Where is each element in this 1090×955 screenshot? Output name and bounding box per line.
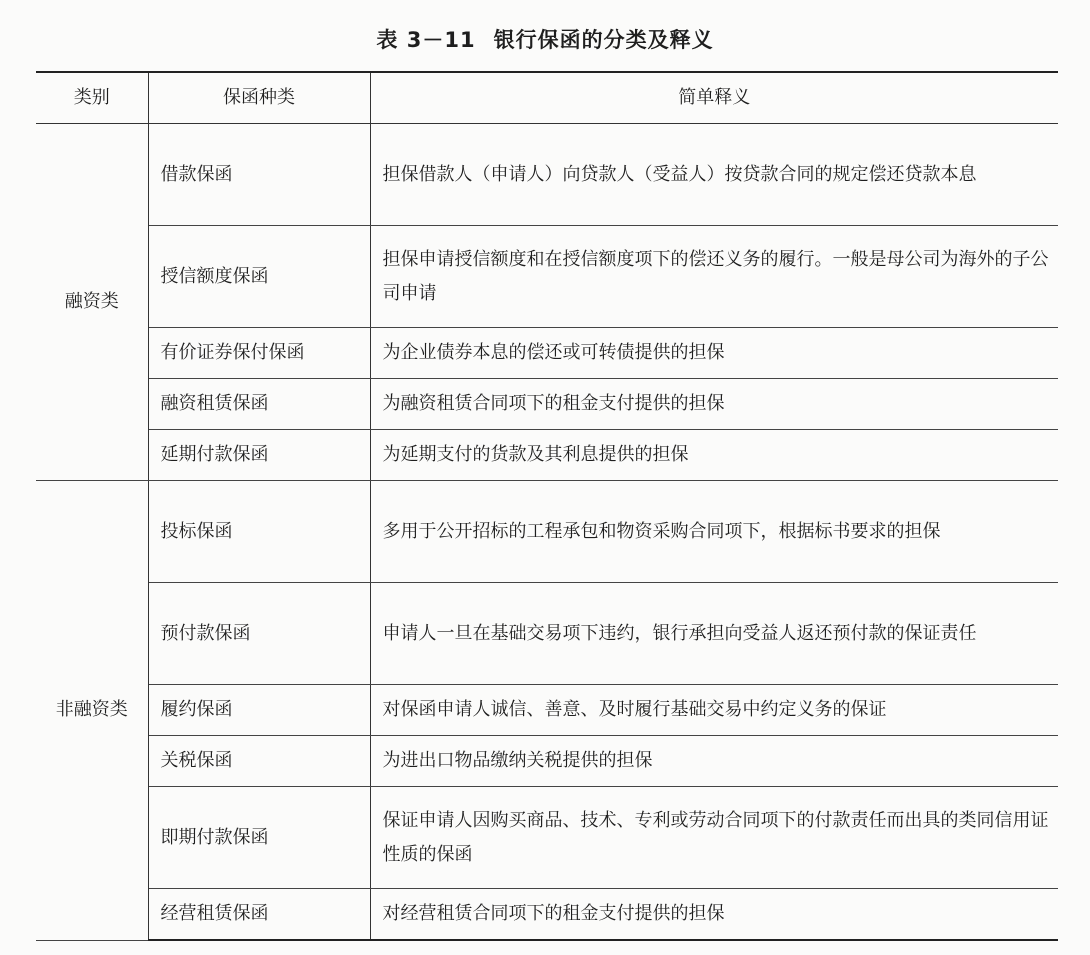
desc-cell: 申请人一旦在基础交易项下违约，银行承担向受益人返还预付款的保证责任 [370,583,1058,685]
kind-cell: 关税保函 [148,736,370,787]
table-row [36,481,1058,583]
category-cell: 非融资类 [36,481,148,941]
table-row [36,583,1058,685]
kind-cell: 经营租赁保函 [148,889,370,941]
kind-cell: 预付款保函 [148,583,370,685]
desc-cell: 为进出口物品缴纳关税提供的担保 [370,736,1058,787]
table-title [0,24,1090,54]
table-row [36,226,1058,328]
desc-cell: 为延期支付的货款及其利息提供的担保 [370,430,1058,481]
guarantee-table [36,71,1058,941]
table-row [36,736,1058,787]
kind-cell: 投标保函 [148,481,370,583]
kind-cell: 即期付款保函 [148,787,370,889]
category-cell: 融资类 [36,124,148,481]
kind-cell: 授信额度保函 [148,226,370,328]
header-kind: 保函种类 [148,72,370,124]
kind-cell: 融资租赁保函 [148,379,370,430]
table-row [36,124,1058,226]
table-row [36,787,1058,889]
header-category: 类别 [36,72,148,124]
table-caption: 银行保函的分类及释义 [493,28,714,52]
kind-cell: 借款保函 [148,124,370,226]
table-row [36,379,1058,430]
desc-cell: 对经营租赁合同项下的租金支付提供的担保 [370,889,1058,941]
desc-cell: 保证申请人因购买商品、技术、专利或劳动合同项下的付款责任而出具的类同信用证性质的保函 [370,787,1058,889]
header-row [36,72,1058,124]
desc-cell: 为企业债券本息的偿还或可转债提供的担保 [370,328,1058,379]
table-row [36,685,1058,736]
table-row [36,889,1058,941]
table-row [36,328,1058,379]
desc-cell: 为融资租赁合同项下的租金支付提供的担保 [370,379,1058,430]
desc-cell: 多用于公开招标的工程承包和物资采购合同项下，根据标书要求的担保 [370,481,1058,583]
kind-cell: 延期付款保函 [148,430,370,481]
header-desc: 简单释义 [370,72,1058,124]
kind-cell: 履约保函 [148,685,370,736]
desc-cell: 对保函申请人诚信、善意、及时履行基础交易中约定义务的保证 [370,685,1058,736]
kind-cell: 有价证券保付保函 [148,328,370,379]
table-number: 表 3－11 [376,28,476,52]
desc-cell: 担保借款人（申请人）向贷款人（受益人）按贷款合同的规定偿还贷款本息 [370,124,1058,226]
table-row [36,430,1058,481]
desc-cell: 担保申请授信额度和在授信额度项下的偿还义务的履行。一般是母公司为海外的子公司申请 [370,226,1058,328]
